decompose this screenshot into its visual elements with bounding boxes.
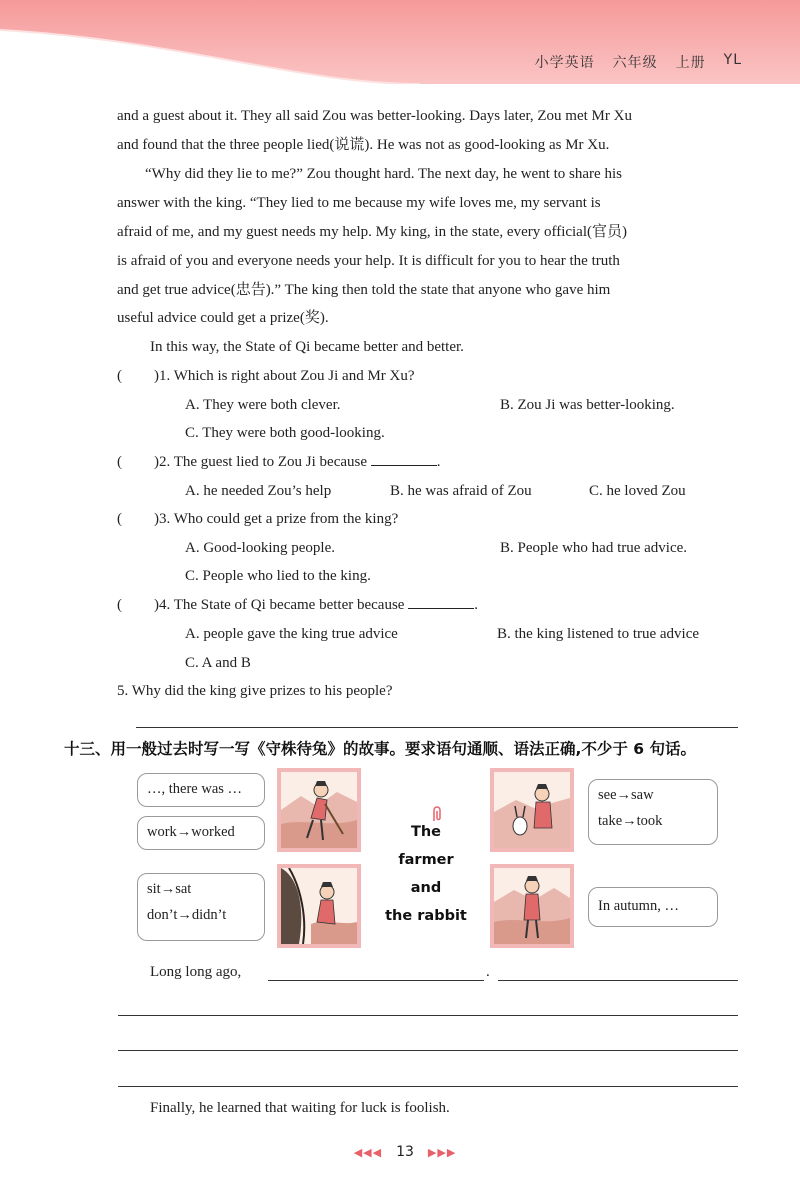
- passage-line: and a guest about it. They all said Zou was better-looking. Days later, Zou met Mr Xu: [117, 108, 632, 124]
- q2-option-b[interactable]: B. he was afraid of Zou: [390, 483, 532, 499]
- q2-option-a[interactable]: A. he needed Zou’s help: [185, 483, 332, 499]
- story-title-line-2: and: [410, 880, 442, 896]
- header-volume: 上册: [675, 55, 706, 71]
- q4-option-a[interactable]: A. people gave the king true advice: [185, 626, 398, 642]
- writing-line[interactable]: [498, 980, 738, 981]
- answer-paren-open[interactable]: (: [117, 368, 122, 384]
- fill-blank[interactable]: [371, 452, 437, 466]
- question-2-text: 2. The guest lied to Zou Ji because: [159, 454, 368, 470]
- answer-paren-open[interactable]: (: [117, 597, 122, 613]
- passage-line: answer with the king. “They lied to me because my wife loves me, my servant is: [117, 195, 601, 211]
- story-title-line-1: The farmer: [398, 824, 454, 868]
- writing-line[interactable]: [118, 1015, 738, 1016]
- story-end: Finally, he learned that waiting for luck is foolish.: [150, 1100, 450, 1116]
- story-picture-1: [277, 768, 361, 852]
- question-4: [117, 595, 478, 615]
- question-2-end: .: [436, 454, 441, 470]
- hint-bubble-work: work→worked: [137, 816, 265, 850]
- section-13-title: 十三、用一般过去时写一写《守株待兔》的故事。要求语句通顺、语法正确,不少于 6 句话。: [64, 740, 696, 758]
- header-book: 小学英语: [534, 55, 595, 71]
- writing-line[interactable]: [118, 1086, 738, 1087]
- q1-option-b[interactable]: B. Zou Ji was better-looking.: [500, 397, 675, 413]
- q3-option-a[interactable]: A. Good-looking people.: [185, 540, 335, 556]
- header-info: [535, 52, 742, 72]
- answer-paren-close: ): [154, 454, 159, 470]
- page-number: 13: [396, 1144, 414, 1160]
- right-arrows-icon: ▶▶▶: [427, 1145, 457, 1159]
- question-4-text: 4. The State of Qi became better because: [159, 597, 405, 613]
- story-title-card: [382, 818, 470, 924]
- story-start-period: .: [486, 964, 490, 980]
- fill-blank[interactable]: [408, 595, 474, 609]
- passage-line: and get true advice(忠告).” The king then told the state that anyone who gave him: [117, 282, 611, 298]
- q2-option-c[interactable]: C. he loved Zou: [589, 483, 686, 499]
- passage-line: useful advice could get a prize(奖).: [117, 310, 329, 326]
- writing-line[interactable]: [118, 1050, 738, 1051]
- hint-bubble-sit-dont: [137, 873, 265, 941]
- hint-bubble-autumn: In autumn, …: [588, 887, 718, 927]
- hint-see: see→saw: [598, 787, 654, 803]
- header-grade: 六年级: [612, 55, 658, 71]
- q1-option-c[interactable]: C. They were both good-looking.: [185, 425, 385, 441]
- question-4-end: .: [474, 597, 478, 613]
- passage-line: is afraid of you and everyone needs your help. It is difficult for you to hear the truth: [117, 253, 620, 269]
- question-1-text: 1. Which is right about Zou Ji and Mr Xu?: [159, 368, 415, 384]
- answer-paren-open[interactable]: (: [117, 454, 122, 470]
- story-start: Long long ago,: [150, 964, 242, 980]
- writing-line[interactable]: [268, 980, 484, 981]
- passage-line: afraid of me, and my guest needs my help. My king, in the state, every official(官员): [117, 224, 628, 240]
- story-picture-3: [490, 768, 574, 852]
- header-edition: YL: [723, 52, 742, 68]
- page-footer: [340, 1144, 470, 1160]
- q3-option-c[interactable]: C. People who lied to the king.: [185, 568, 371, 584]
- question-5: [117, 681, 393, 701]
- answer-paren-close: ): [154, 511, 159, 527]
- passage-line: and found that the three people lied(说谎). He was not as good-looking as Mr Xu.: [117, 137, 610, 153]
- answer-paren-open[interactable]: (: [117, 511, 122, 527]
- hint-dont: don’t→didn’t: [147, 907, 227, 923]
- hint-take: take→took: [598, 813, 663, 829]
- answer-paren-close: ): [154, 597, 159, 613]
- farmer-with-rabbit-illustration: [494, 772, 570, 848]
- farmer-working-illustration: [281, 772, 357, 848]
- question-3: [117, 509, 398, 529]
- hint-bubble-see-take: [588, 779, 718, 845]
- question-2: [117, 452, 441, 472]
- question-1: [117, 366, 415, 386]
- left-arrows-icon: ◀◀◀: [353, 1145, 383, 1159]
- question-3-text: 3. Who could get a prize from the king?: [159, 511, 399, 527]
- question-5-text: 5. Why did the king give prizes to his people?: [117, 683, 393, 699]
- story-picture-2: [277, 864, 361, 948]
- hint-bubble-there-was: …, there was …: [137, 773, 265, 807]
- story-picture-4: [490, 864, 574, 948]
- q4-option-c[interactable]: C. A and B: [185, 655, 251, 671]
- passage-line: In this way, the State of Qi became better and better.: [150, 339, 464, 355]
- farmer-resting-illustration: [281, 868, 357, 944]
- q4-option-b[interactable]: B. the king listened to true advice: [497, 626, 700, 642]
- hint-sit: sit→sat: [147, 881, 192, 897]
- q1-option-a[interactable]: A. They were both clever.: [185, 397, 341, 413]
- answer-line-q5[interactable]: [136, 727, 738, 728]
- answer-paren-close: ): [154, 368, 159, 384]
- farmer-waiting-illustration: [494, 868, 570, 944]
- story-title-line-3: the rabbit: [385, 908, 467, 924]
- passage-line: “Why did they lie to me?” Zou thought hard. The next day, he went to share his: [145, 166, 622, 182]
- q3-option-b[interactable]: B. People who had true advice.: [500, 540, 688, 556]
